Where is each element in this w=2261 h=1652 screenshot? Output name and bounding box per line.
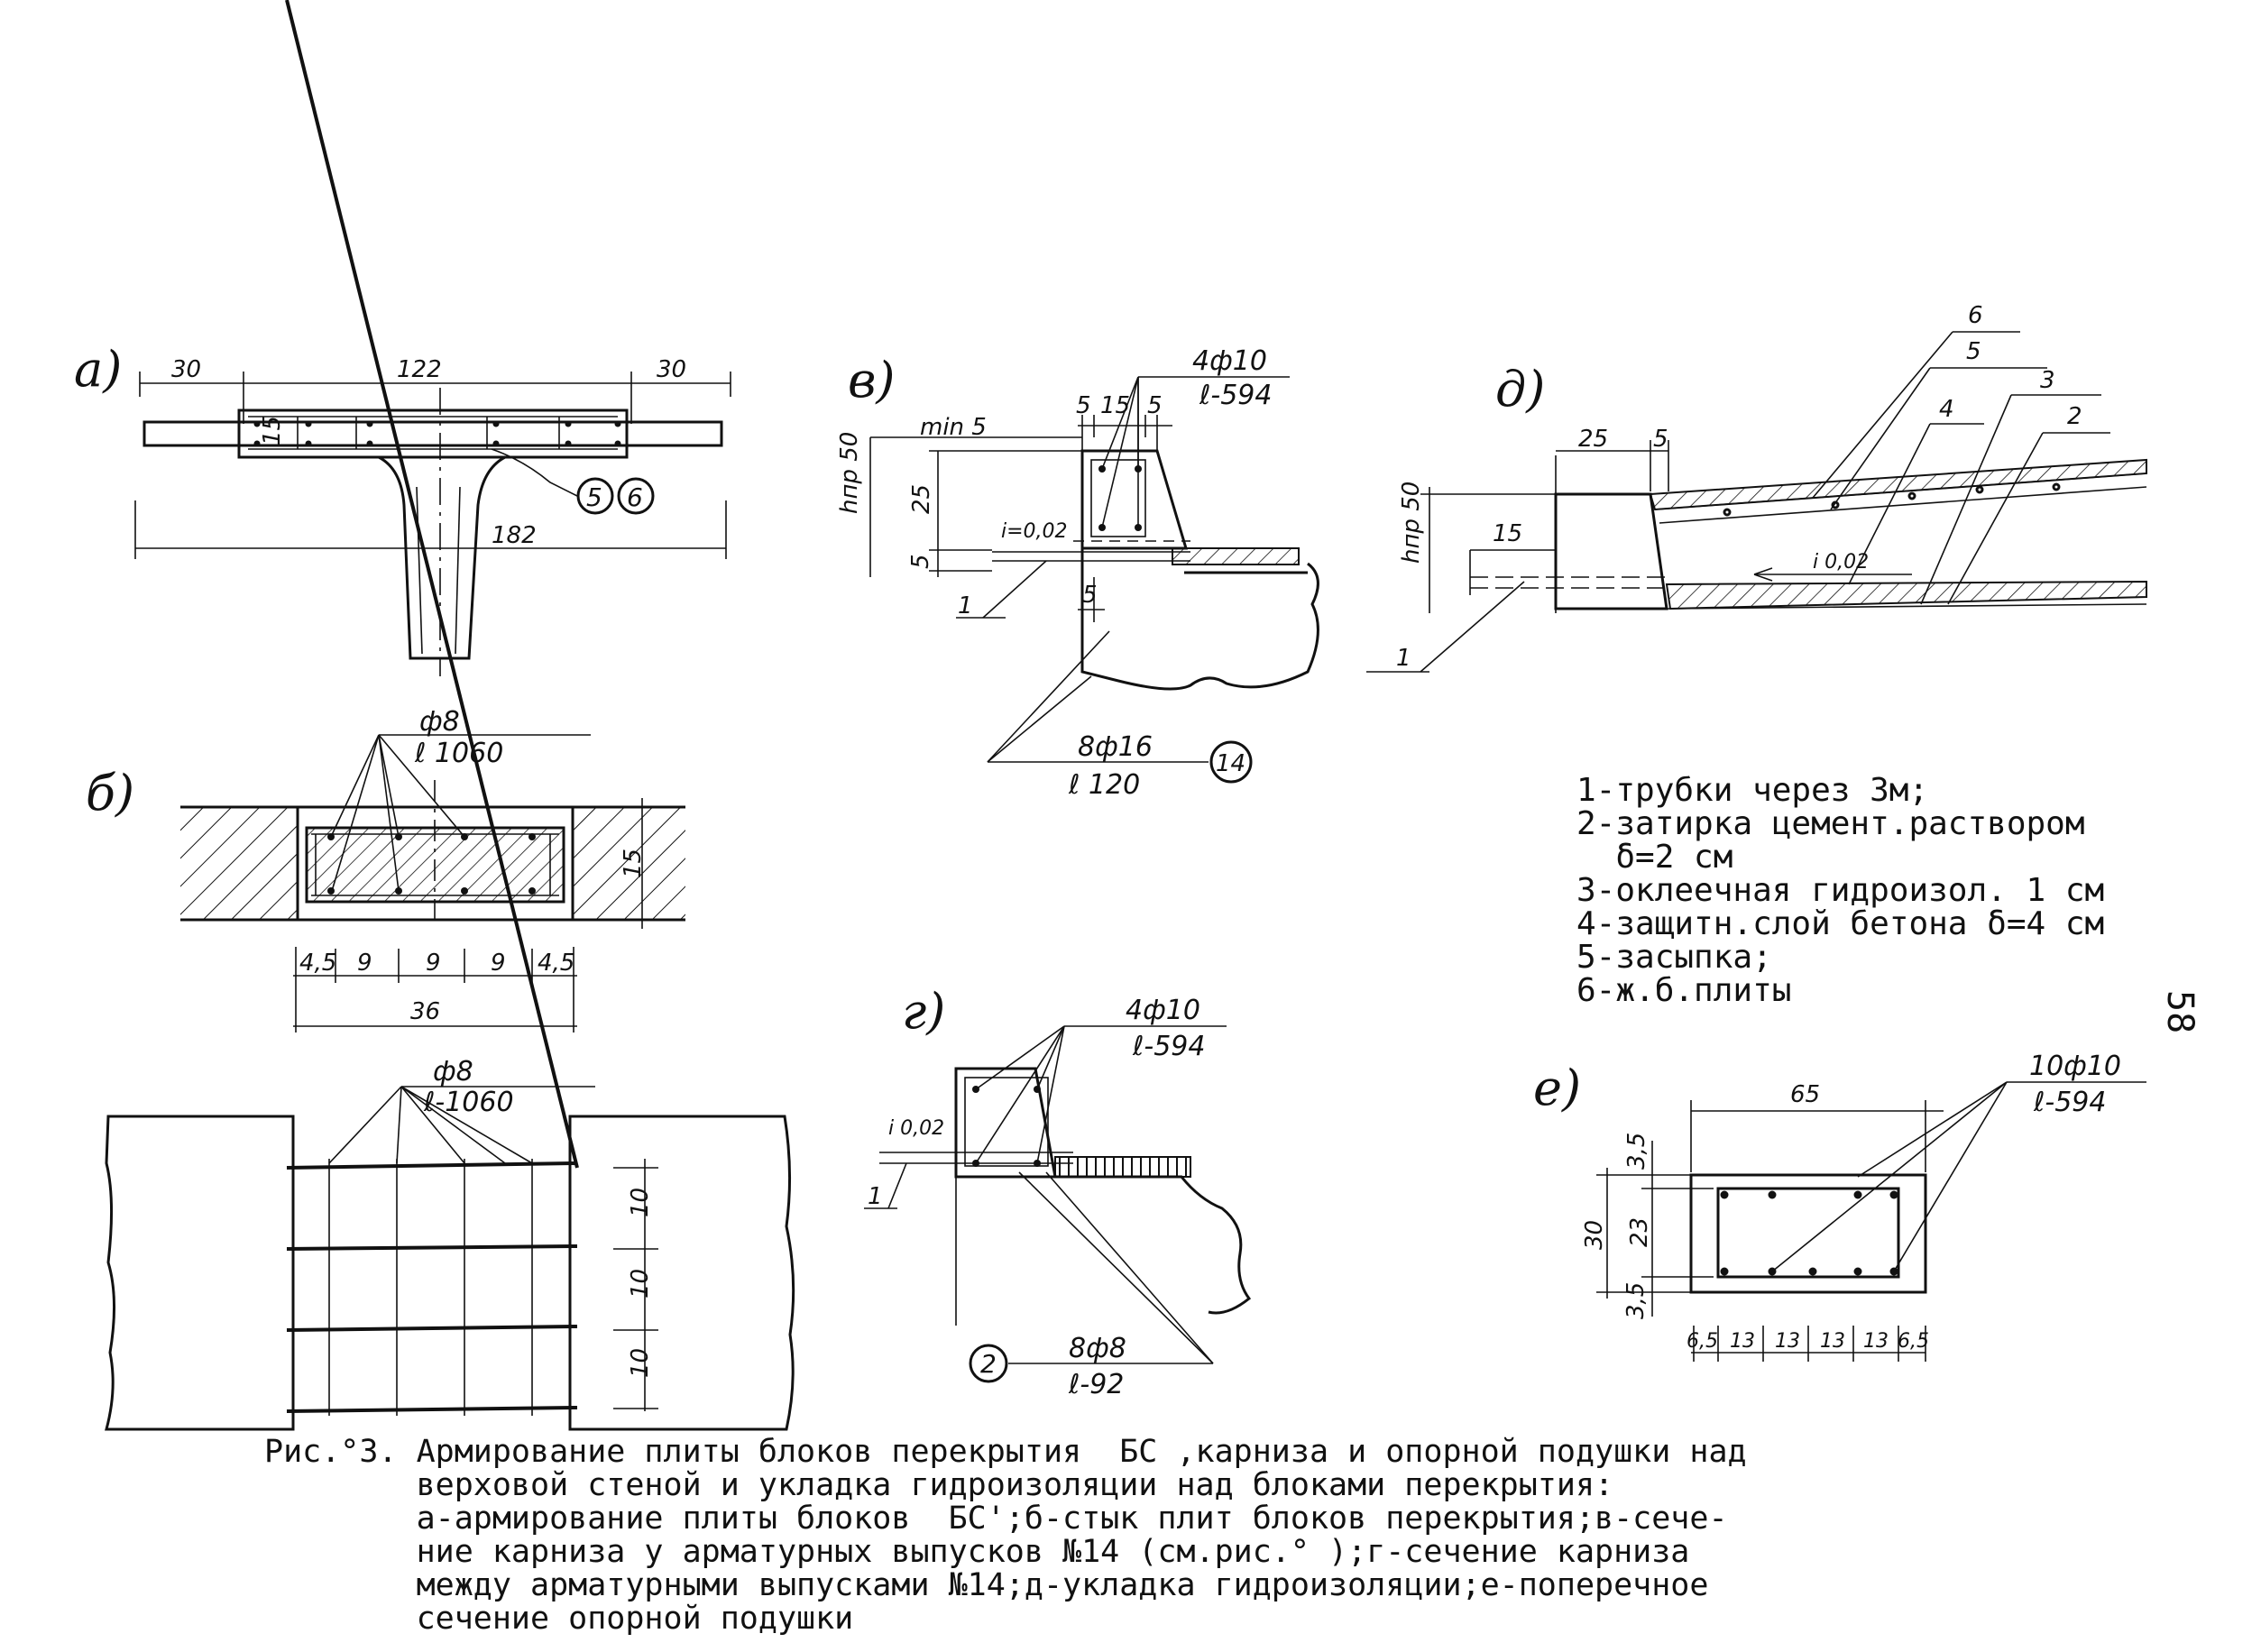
- view-b-bar-top: ф8: [419, 706, 460, 738]
- view-b-joint-section: [86, 706, 685, 1032]
- view-d-d15: 15: [1493, 520, 1523, 547]
- figure-caption: [264, 1436, 1747, 1636]
- view-e-width: 65: [1790, 1081, 1821, 1108]
- view-v-dim-top-1: 15: [1100, 392, 1131, 419]
- view-e-dim-h-5: 6,5: [1898, 1330, 1929, 1353]
- caption-line-1: Рис.°3. Армирование плиты блоков перекрытия БС ,карниза и опорной подушки над: [264, 1434, 1747, 1470]
- view-e-dim-v-0: 3,5: [1623, 1132, 1650, 1170]
- view-g-bar-top: 4ф10: [1126, 995, 1200, 1026]
- view-v-min: min 5: [920, 414, 987, 441]
- view-e-dim-h-4: 13: [1863, 1330, 1889, 1353]
- view-a-plate-section: [74, 341, 731, 676]
- legend-item-3: 3-оклеечная гидроизол. 1 см: [1576, 872, 2105, 909]
- view-v-bar2-bottom: ℓ 120: [1069, 769, 1141, 801]
- view-v-bar-top: 4ф10: [1192, 345, 1267, 377]
- legend-item-4: 4-защитн.слой бетона δ=4 см: [1576, 905, 2105, 942]
- plan-dim-1: 10: [627, 1268, 654, 1299]
- caption-line-3: а-армирование плиты блоков БС';б-стык плит блоков перекрытия;в-сече-: [264, 1501, 1728, 1537]
- legend-item-5: 5-засыпка;: [1576, 939, 1772, 976]
- view-e-bar-bottom: ℓ-594: [2034, 1087, 2107, 1118]
- legend: [1576, 774, 2104, 1007]
- view-g-slope: i 0,02: [888, 1117, 945, 1140]
- view-a-dim-left: 30: [171, 356, 202, 383]
- view-d-d25: 25: [1578, 426, 1609, 453]
- view-g-label: г): [902, 983, 946, 1040]
- view-b-dim-2: 9: [426, 950, 441, 977]
- view-a-dim-thick: 15: [259, 415, 286, 445]
- view-d-waterproofing: [1366, 302, 2146, 672]
- view-v-dim-top-2: 5: [1147, 392, 1163, 419]
- legend-item-2-note: δ=2 см: [1576, 839, 1733, 876]
- view-e-label: е): [1533, 1060, 1582, 1116]
- view-v-slope: i=0,02: [1001, 520, 1068, 543]
- callout-6: 6: [627, 482, 643, 512]
- view-b-dim-3: 9: [491, 950, 506, 977]
- view-e-dim-total: 30: [1581, 1219, 1608, 1250]
- view-b-label: б): [86, 765, 135, 821]
- view-b-bar-bottom: ℓ 1060: [415, 738, 504, 769]
- view-g-cornice-section: [864, 983, 1249, 1400]
- plan-bar-bottom: ℓ-1060: [424, 1087, 514, 1118]
- view-v-d5b: 5: [1082, 582, 1098, 609]
- page-number: 58: [2159, 990, 2201, 1034]
- view-g-bar2-top: 8ф8: [1069, 1333, 1126, 1364]
- view-b-dim-0: 4,5: [299, 950, 337, 977]
- view-d-h: hпр 50: [1398, 481, 1425, 564]
- view-g-callout-1: 1: [868, 1183, 883, 1210]
- caption-line-5: между арматурными выпусками №14;д-укладка гидроизоляции;е-поперечное: [264, 1567, 1709, 1603]
- view-e-pad-section: [1533, 1051, 2146, 1362]
- view-e-dim-v-2: 3,5: [1622, 1281, 1650, 1319]
- view-e-bar-top: 10ф10: [2029, 1051, 2121, 1082]
- view-a-dim-total: 182: [492, 522, 537, 549]
- view-b-dim-h: 15: [620, 848, 647, 878]
- legend-item-1: 1-трубки через 3м;: [1576, 772, 1929, 809]
- view-e-dim-h-0: 6,5: [1687, 1330, 1718, 1353]
- view-a-dim-mid: 122: [397, 356, 442, 383]
- view-e-dim-v-1: 23: [1626, 1216, 1653, 1247]
- legend-item-2: 2-затирка цемент.раствором: [1576, 805, 2085, 842]
- view-a-label: а): [74, 341, 123, 398]
- view-v-callout-1: 1: [958, 592, 973, 620]
- view-v-callout-14: 14: [1216, 750, 1246, 777]
- view-v-d25: 25: [908, 483, 935, 514]
- view-d-leader-3: 3: [2040, 367, 2055, 394]
- callout-5: 5: [586, 482, 602, 512]
- view-b-dim-total: 36: [410, 998, 441, 1025]
- caption-line-6: сечение опорной подушки: [264, 1601, 854, 1637]
- view-v-label: в): [848, 352, 896, 408]
- view-g-bar-bottom: ℓ-594: [1133, 1031, 1206, 1062]
- view-d-slope: i 0,02: [1813, 551, 1870, 574]
- view-d-callout-1: 1: [1396, 645, 1411, 672]
- plan-bar-top: ф8: [433, 1056, 473, 1088]
- view-d-d5: 5: [1653, 426, 1668, 453]
- view-g-bar2-bottom: ℓ-92: [1069, 1369, 1125, 1400]
- plan-dim-0: 10: [627, 1187, 654, 1217]
- view-b-dim-4: 4,5: [538, 950, 575, 977]
- view-e-dim-h-2: 13: [1775, 1330, 1800, 1353]
- view-e-dim-h-3: 13: [1820, 1330, 1845, 1353]
- plan-dim-2: 10: [627, 1347, 654, 1378]
- view-d-label: д): [1495, 361, 1546, 418]
- view-e-dim-h-1: 13: [1730, 1330, 1755, 1353]
- view-v-dim-top-0: 5: [1076, 392, 1091, 419]
- view-v-bar2-top: 8ф16: [1078, 731, 1153, 763]
- view-d-leader-6: 6: [1968, 302, 1983, 329]
- view-d-leader-5: 5: [1966, 338, 1981, 365]
- view-v-d5: 5: [907, 554, 934, 569]
- view-v-bar-bottom: ℓ-594: [1199, 380, 1273, 411]
- caption-line-4: ние карниза у арматурных выпусков №14 (см.рис.° );г-сечение карниза: [264, 1534, 1690, 1570]
- legend-item-6: 6-ж.б.плиты: [1576, 972, 1792, 1009]
- caption-line-2: верховой стеной и укладка гидроизоляции над блоками перекрытия:: [264, 1467, 1614, 1503]
- view-g-callout-2: 2: [980, 1349, 997, 1379]
- view-v-h: hпр 50: [836, 431, 863, 514]
- view-d-leader-4: 4: [1939, 396, 1954, 423]
- view-v-cornice-section: [836, 345, 1318, 801]
- view-a-dim-right: 30: [657, 356, 687, 383]
- view-b-dim-1: 9: [357, 950, 372, 977]
- view-d-leader-2: 2: [2067, 403, 2082, 430]
